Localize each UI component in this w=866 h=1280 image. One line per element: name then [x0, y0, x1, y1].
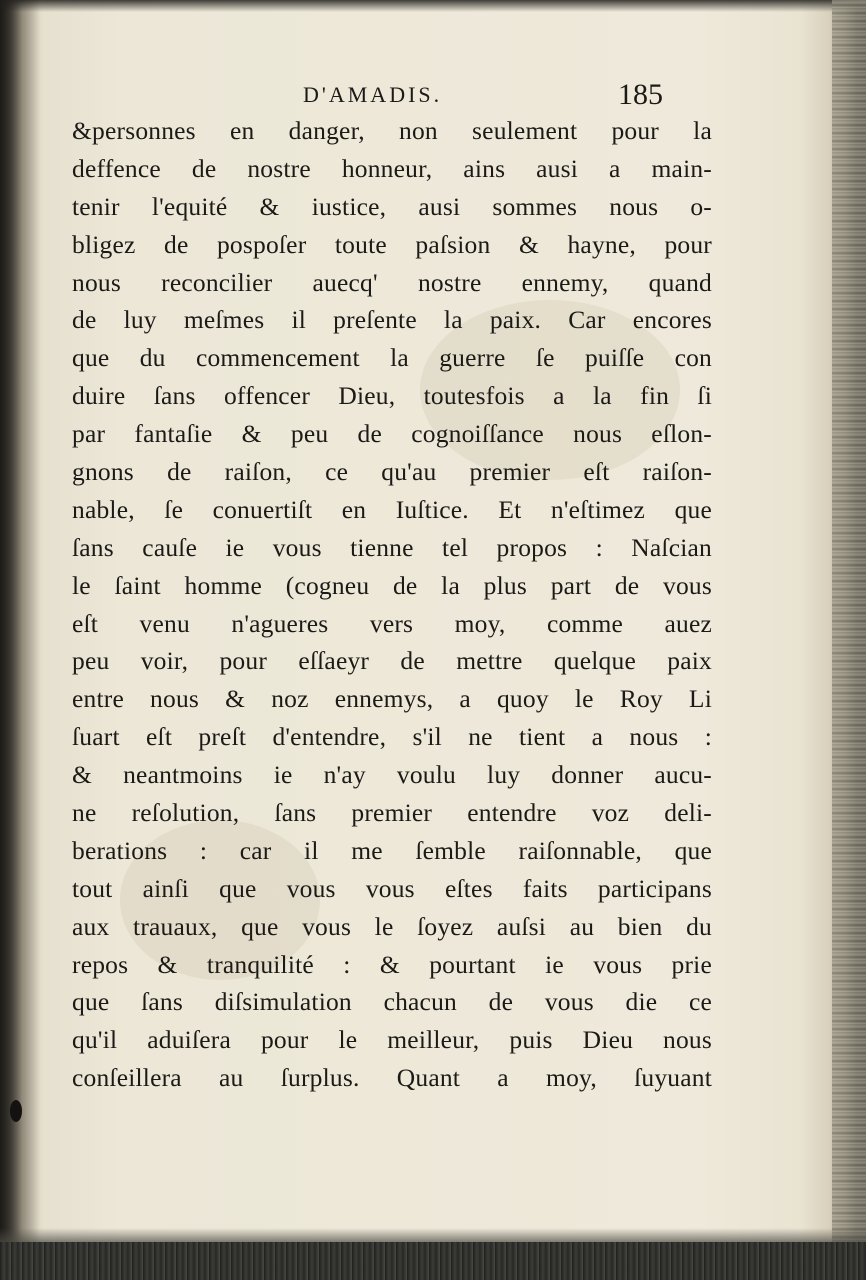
text-line: par fantaſie & peu de cognoiſſance nous eſlon-	[72, 419, 712, 449]
page-number: 185	[618, 78, 663, 111]
text-line: ne reſolution, ſans premier entendre voz deli-	[72, 798, 712, 828]
text-line: eſt venu n'agueres vers moy, comme auez	[72, 608, 712, 638]
text-line: & neantmoins ie n'ay voulu luy donner aucu-	[72, 760, 712, 790]
text-line: deffence de nostre honneur, ains ausi a main-	[72, 153, 712, 183]
running-head: D'AMADIS.	[303, 82, 443, 107]
text-line: conſeillera au ſurplus. Quant a moy, ſuyuant	[72, 1063, 712, 1093]
text-line: qu'il aduiſera pour le meilleur, puis Dieu nous	[72, 1025, 712, 1055]
text-line: gnons de raiſon, ce qu'au premier eſt raiſon-	[72, 457, 712, 487]
text-line: duire ſans offencer Dieu, toutesfois a la fin ſi	[72, 381, 712, 411]
text-line: tout ainſi que vous vous eſtes faits participans	[72, 873, 712, 903]
text-line: ſuart eſt preſt d'entendre, s'il ne tient a nous :	[72, 722, 712, 752]
text-line: que du commencement la guerre ſe puiſſe con	[72, 343, 712, 373]
text-line: bligez de pospoſer toute paſsion & hayne, pour	[72, 229, 712, 259]
text-line: le ſaint homme (cogneu de la plus part de vous	[72, 570, 712, 600]
text-line: nous reconcilier auecq' nostre ennemy, quand	[72, 267, 712, 297]
text-line: berations : car il me ſemble raiſonnable, que	[72, 835, 712, 865]
text-line: ſans cauſe ie vous tienne tel propos : Naſcian	[72, 532, 712, 562]
text-line: de luy meſmes il preſente la paix. Car encores	[72, 305, 712, 335]
text-line: repos & tranquilité : & pourtant ie vous prie	[72, 949, 712, 979]
text-line: que ſans diſsimulation chacun de vous die ce	[72, 987, 712, 1017]
text-line: entre nous & noz ennemys, a quoy le Roy Li	[72, 684, 712, 714]
text-line: &personnes en danger, non seulement pour la	[72, 116, 712, 145]
text-line: peu voir, pour eſſaeyr de mettre quelque paix	[72, 646, 712, 676]
text-line: aux trauaux, que vous le ſoyez auſsi au bien du	[72, 911, 712, 941]
text-line: tenir l'equité & iustice, ausi sommes nous o-	[72, 191, 712, 221]
body-text	[72, 112, 712, 1097]
text-line: nable, ſe conuertiſt en Iuſtice. Et n'eſtimez que	[72, 494, 712, 524]
